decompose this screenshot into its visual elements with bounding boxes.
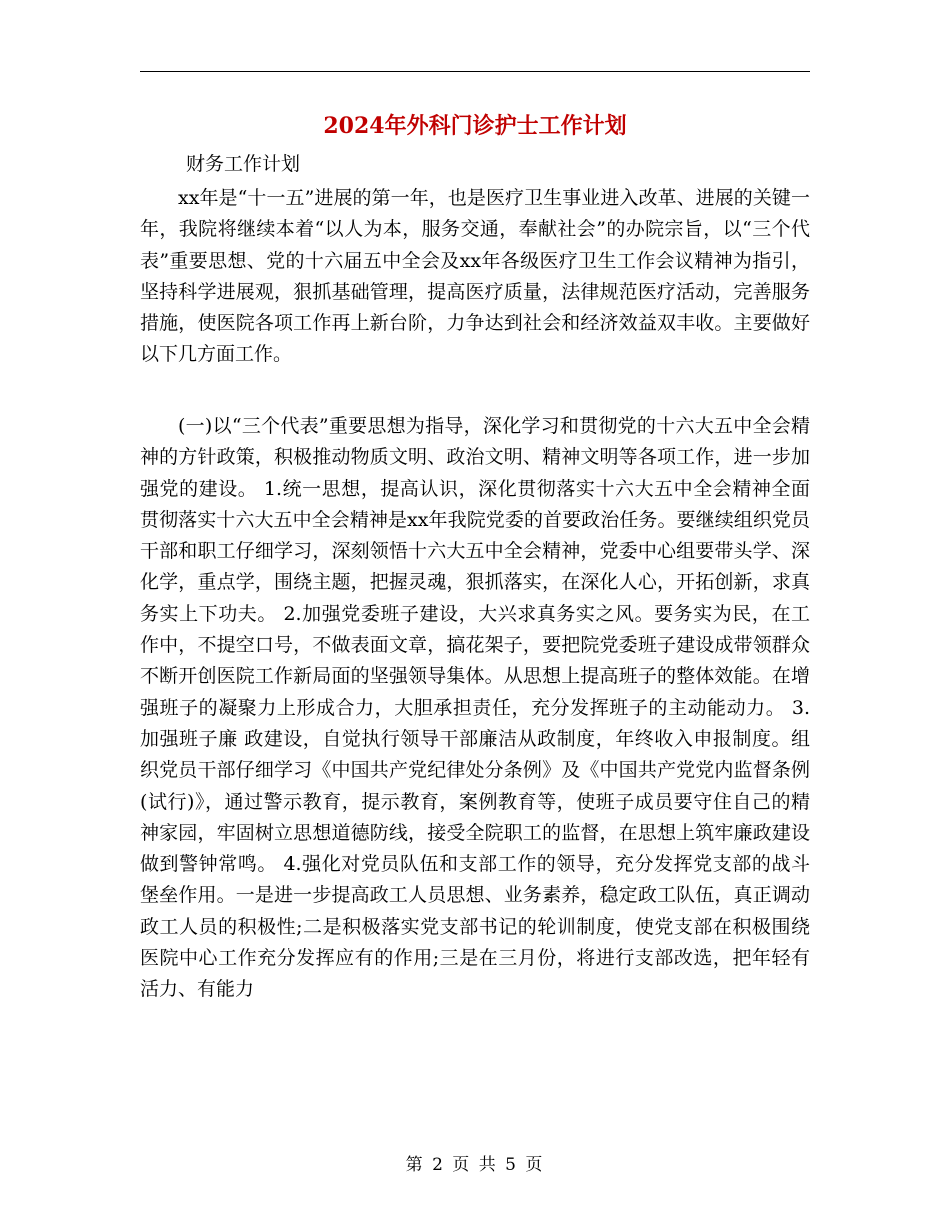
body-paragraph: xx年是“十一五”进展的第一年，也是医疗卫生事业进入改革、进展的关键一年，我院将继续本着“以人为本，服务交通，奉献社会”的办院宗旨，以“三个代表”重要思想、党的十六届五中全会及xx年各级医疗卫生工作会议精神为指引，坚持科学进展观，狠抓基础管理，提高医疗质量，法律规范医疗活动，完善服务措施，使医院各项工作再上新台阶，力争达到社会和经济效益双丰收。主要做好以下几方面工作。 (140, 187, 810, 366)
body-paragraph: (一)以“三个代表”重要思想为指导，深化学习和贯彻党的十六大五中全会精神的方针政策，积极推动物质文明、政治文明、精神文明等各项工作，进一步加强党的建设。 1.统一思想，提高认识，深化贯彻落实十六大五中全会精神全面贯彻落实十六大五中全会精神是xx年我院党委的首要政治任务。要继续组织党员干部和职工仔细学习，深刻领悟十六大五中全会精神，党委中心组要带头学、深化学，重点学，围绕主题，把握灵魂，狠抓落实，在深化人心，开拓创新，求真务实上下功夫。 2.加强党委班子建设，大兴求真务实之风。要务实为民，在工作中，不提空口号，不做表面文章，搞花架子，要把院党委班子建设成带领群众不断开创医院工作新局面的坚强领导集体。从思想上提高班子的整体效能。在增强班子的凝聚力上形成合力，大胆承担责任，充分发挥班子的主动能动力。 3.加强班子廉 政建设，自觉执行领导干部廉洁从政制度，年终收入申报制度。组织党员干部仔细学习《中国共产党纪律处分条例》及《中国共产党党内监督条例(试行)》，通过警示教育，提示教育，案例教育等，使班子成员要守住自己的精神家园，牢固树立思想道德防线，接受全院职工的监督，在思想上筑牢廉政建设做到警钟常鸣。 4.强化对党员队伍和支部工作的领导，充分发挥党支部的战斗堡垒作用。一是进一步提高政工人员思想、业务素养，稳定政工队伍，真正调动政工人员的积极性;二是积极落实党支部书记的轮训制度，使党支部在积极围绕医院中心工作充分发挥应有的作用;三是在三月份，将进行支部改选，把年轻有活力、有能力 (140, 415, 810, 1001)
page-number-footer: 第 2 页 共 5 页 (405, 1155, 545, 1175)
section-subheading: 财务工作计划 (186, 153, 301, 175)
header-rule (140, 71, 810, 72)
document-title: 2024年外科门诊护士工作计划 (323, 113, 627, 139)
